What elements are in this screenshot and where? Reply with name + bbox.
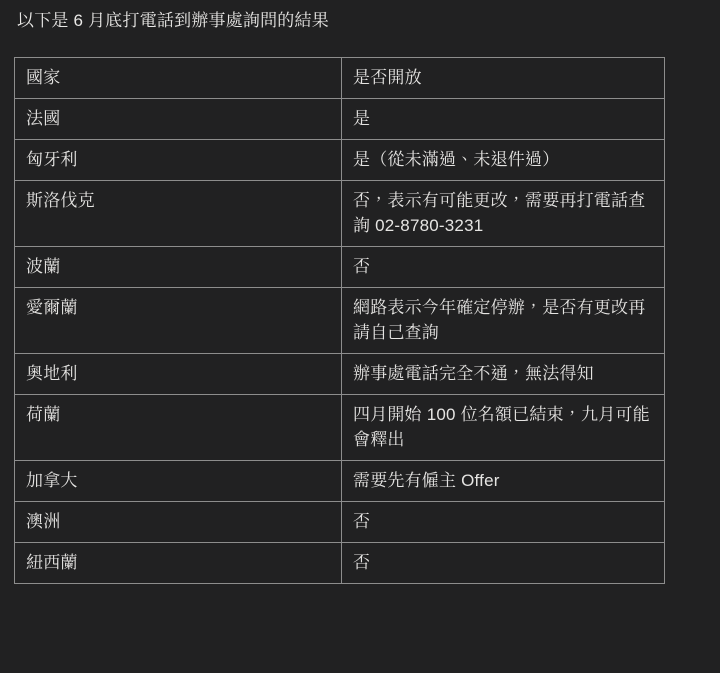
status-cell: 網路表示今年確定停辦，是否有更改再請自己查詢 (342, 288, 665, 354)
table-row (15, 461, 665, 502)
country-cell: 加拿大 (15, 461, 342, 502)
results-table (14, 57, 665, 584)
status-cell: 否 (342, 247, 665, 288)
table-header-row (15, 58, 665, 99)
status-cell: 否，表示有可能更改，需要再打電話查詢 02-8780-3231 (342, 181, 665, 247)
status-cell: 是 (342, 99, 665, 140)
status-cell: 否 (342, 502, 665, 543)
status-cell: 四月開始 100 位名額已結束，九月可能會釋出 (342, 395, 665, 461)
status-cell: 是（從未滿過、未退件過） (342, 140, 665, 181)
table-row (15, 181, 665, 247)
country-cell: 奧地利 (15, 354, 342, 395)
table-row (15, 247, 665, 288)
table-row (15, 140, 665, 181)
table-row (15, 354, 665, 395)
status-cell: 需要先有僱主 Offer (342, 461, 665, 502)
status-cell: 否 (342, 543, 665, 584)
table-row (15, 288, 665, 354)
country-cell: 荷蘭 (15, 395, 342, 461)
table-row (15, 99, 665, 140)
country-cell: 波蘭 (15, 247, 342, 288)
country-cell: 法國 (15, 99, 342, 140)
table-row (15, 395, 665, 461)
country-cell: 匈牙利 (15, 140, 342, 181)
country-cell: 紐西蘭 (15, 543, 342, 584)
header-cell-status: 是否開放 (342, 58, 665, 99)
country-cell: 愛爾蘭 (15, 288, 342, 354)
status-cell: 辦事處電話完全不通，無法得知 (342, 354, 665, 395)
header-cell-country: 國家 (15, 58, 342, 99)
table-row (15, 502, 665, 543)
country-cell: 澳洲 (15, 502, 342, 543)
page-title: 以下是 6 月底打電話到辦事處詢問的結果 (17, 11, 329, 30)
table-row (15, 543, 665, 584)
country-cell: 斯洛伐克 (15, 181, 342, 247)
